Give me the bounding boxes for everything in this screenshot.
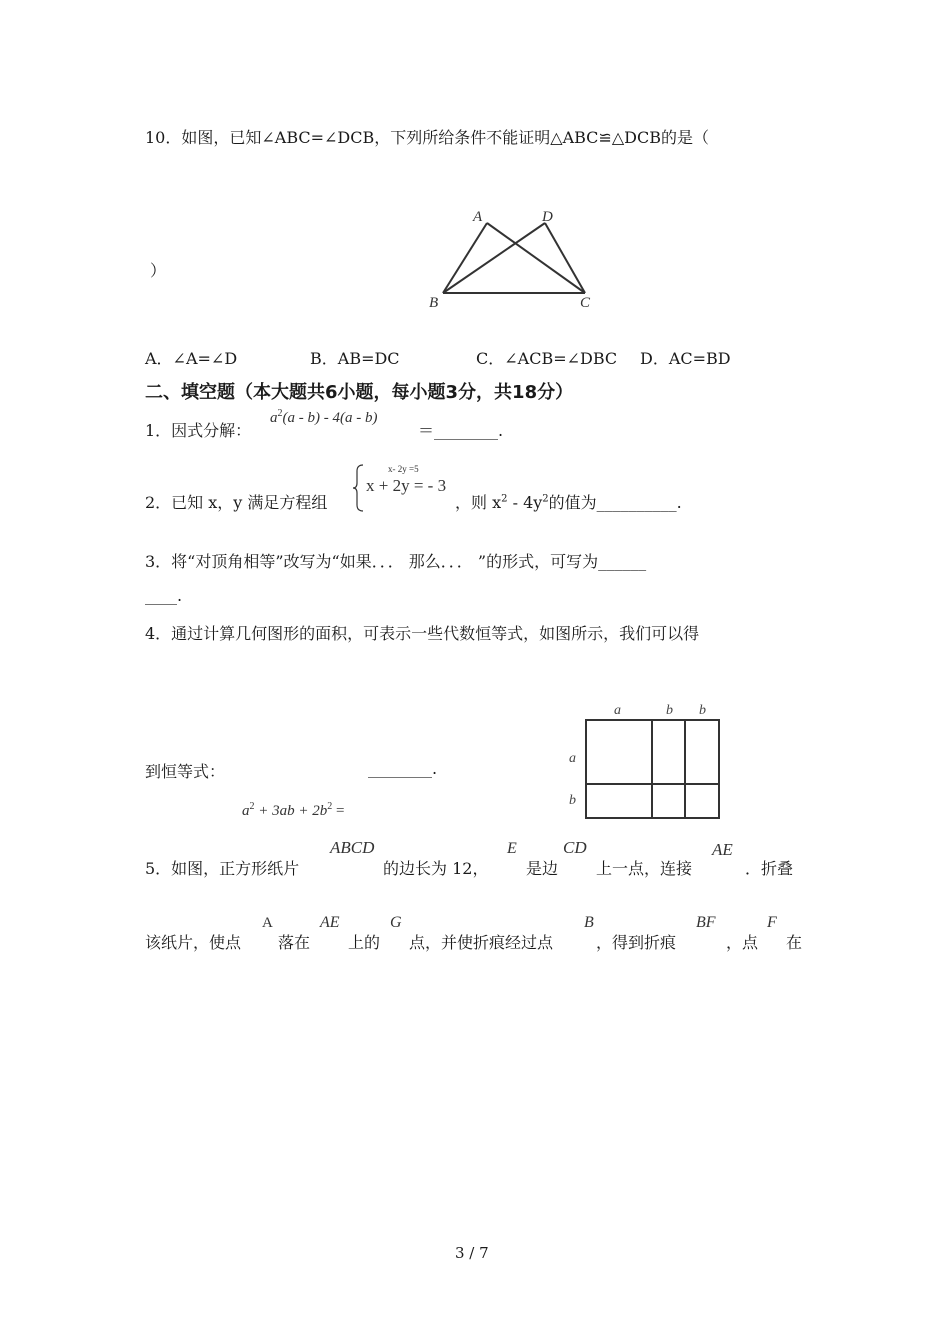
fill4-rectangle-figure: [560, 698, 730, 824]
fill5-l2-ae: AE: [320, 914, 340, 931]
fill1-suffix: ＝________.: [418, 421, 504, 440]
q10-option-a: A．∠A=∠D: [145, 349, 238, 368]
fill4-blank: ________.: [368, 759, 438, 778]
fill5-l2-F: F: [767, 914, 777, 931]
fill5-l1-cd: CD: [563, 838, 587, 857]
label-A: A: [473, 209, 483, 225]
fill5-l2-a: 该纸片，使点: [145, 933, 242, 952]
fill5-l2-g: G: [390, 914, 402, 931]
fill1-prefix: 1．因式分解：: [145, 421, 252, 440]
fig-label-top-b2: b: [699, 703, 706, 718]
q10-text: 10．如图，已知∠ABC=∠DCB，下列所给条件不能证明△ABC≌△DCB的是（: [145, 128, 709, 147]
fill5-l2-end: 在: [786, 933, 803, 952]
fill4-line2-prefix: 到恒等式：: [145, 762, 226, 781]
label-D: D: [542, 209, 553, 225]
fill5-l1-e: E: [507, 840, 517, 857]
fill2-tail: ，则 $x^2 - 4y^2$的值为__________.: [455, 493, 682, 512]
fill5-l1-a: 5．如图，正方形纸片: [145, 859, 300, 878]
fig-label-top-b1: b: [666, 703, 673, 718]
q10-close-paren: ）: [150, 261, 167, 280]
label-C: C: [580, 295, 591, 310]
fig-label-left-a: a: [569, 751, 576, 766]
q10-option-c: C．∠ACB=∠DBC: [476, 349, 618, 368]
fill5-l1-ae: AE: [712, 840, 733, 859]
fill3-line2: ____.: [145, 586, 183, 605]
fig-label-left-b: b: [569, 793, 576, 808]
fill5-l1-end: ．折叠: [745, 859, 794, 878]
fill2-prefix: 2．已知 x，y 满足方程组: [145, 493, 328, 512]
fill5-l2-b: 落在: [278, 933, 311, 952]
label-B: B: [429, 295, 439, 310]
q10-option-d: D．AC=BD: [640, 349, 731, 368]
fill5-l2-f: ，点: [726, 933, 759, 952]
q10-triangle-figure: [425, 205, 600, 310]
fill3-line1: 3．将“对顶角相等”改写为“如果．．． 那么．．． ”的形式，可写为______: [145, 552, 647, 571]
fill5-l2-e: ，得到折痕: [596, 933, 677, 952]
page-number: 3 / 7: [455, 1244, 489, 1262]
fill2-eq1: x- 2y =5: [388, 464, 419, 474]
fill2-eq2: x + 2y = - 3: [366, 476, 447, 495]
fill4-line1: 4．通过计算几何图形的面积，可表示一些代数恒等式，如图所示，我们可以得: [145, 624, 700, 643]
fill5-l1-d: 上一点，连接: [596, 859, 693, 878]
fill4-formula: $a^2 + 3ab + 2b^2$ =: [242, 801, 345, 819]
fill5-l2-A: A: [262, 915, 273, 931]
fill5-l2-c: 上的: [348, 933, 381, 952]
fill1-expression: $a^2(a - b) - 4(a - b)$: [270, 408, 378, 426]
fill5-l2-d: 点，并使折痕经过点: [409, 933, 554, 952]
fill5-l2-bf: BF: [696, 914, 716, 931]
fill5-l2-B: B: [584, 914, 594, 931]
fill2-brace-icon: [352, 463, 366, 513]
q10-option-b: B．AB=DC: [310, 349, 400, 368]
fig-label-top-a: a: [614, 703, 621, 718]
fill5-l1-c: 是边: [526, 859, 559, 878]
fill5-l1-b: 的边长为 12，: [383, 859, 489, 878]
fill5-l1-abcd: ABCD: [330, 838, 375, 857]
section-heading: 二、填空题（本大题共6小题，每小题3分，共18分）: [145, 382, 574, 403]
